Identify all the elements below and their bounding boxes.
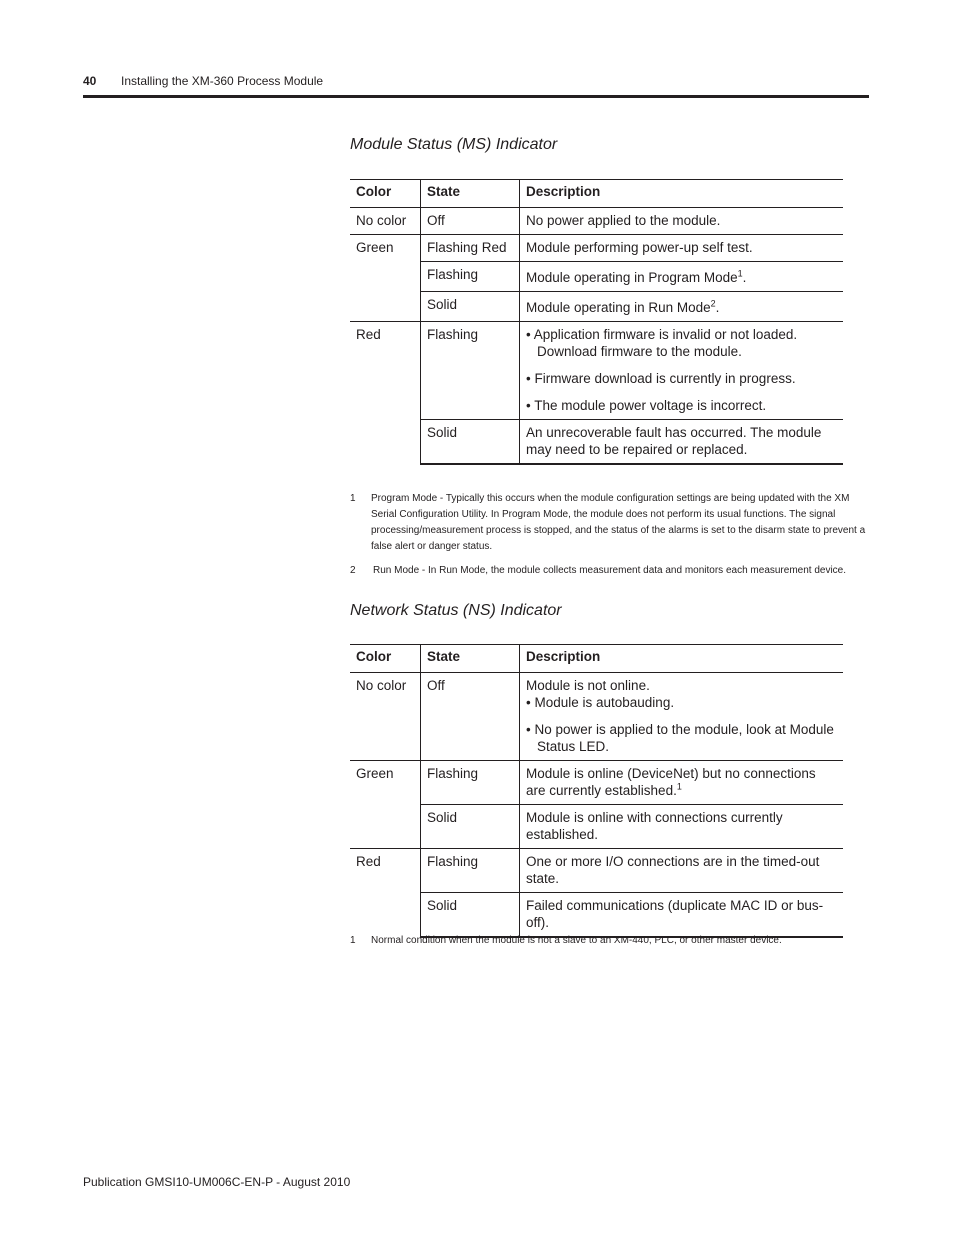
ns-status-table [350,644,843,938]
footnote-text: Normal condition when the module is not a slave to an XM-440, PLC, or other master device. [371,935,782,946]
col-description-header: Description [520,645,844,673]
table-row [350,849,843,893]
cell-state: Solid [421,420,520,465]
footnote-number: 2 [350,565,356,576]
running-header [83,73,869,89]
table-header-row [350,645,843,673]
footnote-number: 1 [350,493,356,504]
table-row [350,893,843,938]
cell-state: Solid [421,292,520,322]
cell-state: Flashing [421,849,520,893]
cell-state: Flashing Red [421,235,520,262]
list-item: • Firmware download is currently in progress. [526,371,796,386]
table-row [350,673,843,761]
list-item: • Application firmware is invalid or not loaded. Download firmware to the module. [526,327,798,359]
cell-description [520,673,844,761]
cell-description: Module is online with connections currently established. [520,805,844,849]
cell-description: An unrecoverable fault has occurred. The module may need to be repaired or replaced. [520,420,844,465]
cell-description: Module performing power-up self test. [520,235,844,262]
description-lead: Module is not online. [526,678,650,693]
chapter-title: Installing the XM-360 Process Module [121,74,324,88]
cell-state: Flashing [421,322,520,420]
table-row [350,292,843,322]
cell-color: Red [350,849,421,938]
footnote [350,933,870,949]
cell-description [520,292,844,322]
table-row [350,761,843,805]
description-text: Module operating in Program Mode [526,270,738,285]
ms-section-title: Module Status (MS) Indicator [350,136,558,153]
header-rule [83,95,869,98]
publication-footer: Publication GMSI10-UM006C-EN-P - August 2010 [83,1175,351,1189]
cell-description: No power applied to the module. [520,208,844,235]
table-header-row [350,180,843,208]
cell-color: Green [350,235,421,322]
page-number: 40 [83,74,97,88]
table-row [350,262,843,292]
footnote-text: Program Mode - Typically this occurs when the module configuration settings are being updated with the XM Serial Configuration Utility. In Program Mode, the module does not perform its usual functions. The signal processing/measurement process is stopped, and the status of the alarms is set to the disarm state to prevent a false alert or danger status. [371,493,866,552]
cell-description [520,322,844,420]
table-row [350,805,843,849]
cell-description: One or more I/O connections are in the timed-out state. [520,849,844,893]
cell-description: Failed communications (duplicate MAC ID or bus-off). [520,893,844,938]
table-row [350,208,843,235]
cell-color: Green [350,761,421,849]
footnote [350,491,870,555]
cell-state: Off [421,208,520,235]
cell-state: Solid [421,805,520,849]
footnote-ref: 1 [676,781,682,792]
footnote-ref: 1 [737,268,743,279]
cell-description [520,262,844,292]
table-row [350,235,843,262]
description-text: Module is online (DeviceNet) but no connections are currently established. [526,766,816,798]
col-state-header: State [421,180,520,208]
list-item: • The module power voltage is incorrect. [526,398,767,413]
description-tail: . [742,270,747,285]
col-state-header: State [421,645,520,673]
cell-description [520,761,844,805]
col-description-header: Description [520,180,844,208]
cell-color: No color [356,678,407,693]
cell-state: Off [421,673,520,761]
cell-state: Flashing [421,761,520,805]
table-row [350,322,843,420]
ms-status-table [350,179,843,465]
table-row [350,420,843,465]
list-item: • No power is applied to the module, look at Module Status LED. [526,722,834,754]
cell-color: No color [356,213,407,228]
cell-state: Flashing [421,262,520,292]
list-item: • Module is autobauding. [526,695,675,710]
footnote-number: 1 [350,935,356,946]
col-color-header: Color [350,645,421,673]
description-text: Module operating in Run Mode [526,300,711,315]
footnote-text: Run Mode - In Run Mode, the module collects measurement data and monitors each measurement device. [373,565,847,576]
cell-state: Solid [421,893,520,938]
footnote-ref: 2 [710,298,716,309]
footnote [350,563,870,579]
ns-section-title: Network Status (NS) Indicator [350,602,562,619]
cell-color: Red [350,322,421,465]
col-color-header: Color [350,180,421,208]
description-tail: . [715,300,720,315]
